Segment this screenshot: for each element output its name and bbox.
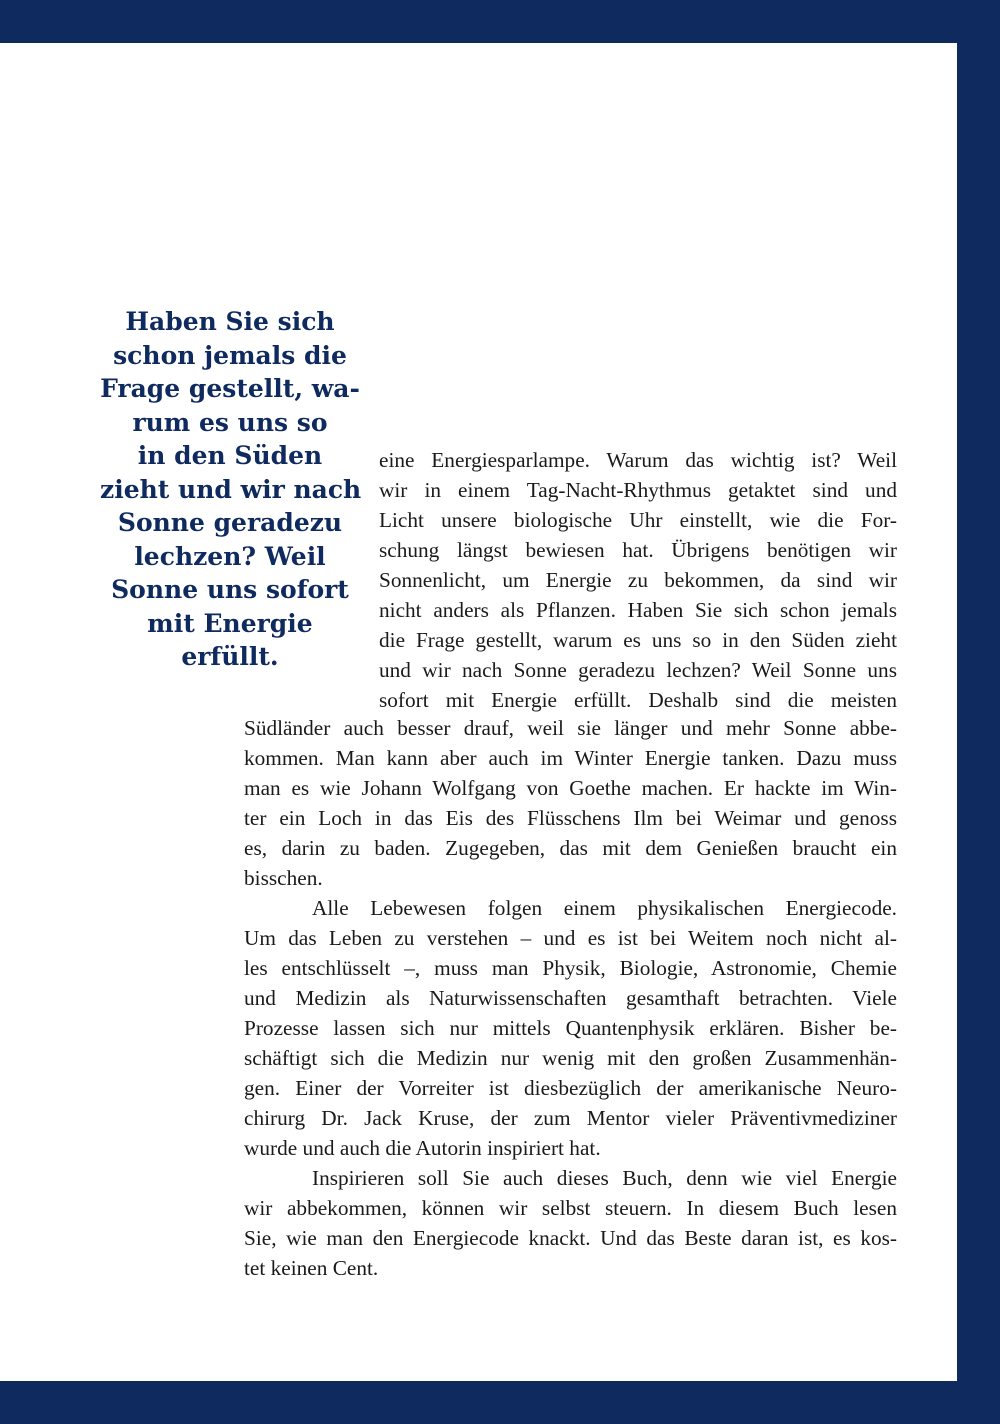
body-line: tet keinen Cent.	[244, 1256, 379, 1280]
body-text-upper-column	[379, 445, 897, 715]
body-line: Südländer auch besser drauf, weil sie länger und mehr Sonne abbe-	[244, 716, 897, 740]
body-line: Licht unsere biologische Uhr einstellt, wie die For-	[379, 508, 897, 532]
body-line: schäftigt sich die Medizin nur wenig mit den großen Zusammenhän-	[244, 1046, 897, 1070]
paragraph-sun-energy-continued	[244, 713, 897, 893]
pull-quote-line: schon jemals die	[113, 340, 347, 370]
page-frame-right	[957, 0, 1000, 1424]
paragraph-inspiration	[244, 1163, 897, 1283]
pull-quote-line: erfüllt.	[181, 642, 279, 671]
body-line: wurde und auch die Autorin inspiriert hat.	[244, 1136, 601, 1160]
body-line: eine Energiesparlampe. Warum das wichtig ist? Weil	[379, 448, 897, 472]
body-line: bisschen.	[244, 866, 323, 890]
body-line: es, darin zu baden. Zugegeben, das mit dem Genießen braucht ein	[244, 836, 897, 860]
paragraph-energy-code	[244, 893, 897, 1163]
pull-quote-line: in den Süden	[137, 441, 323, 470]
pull-quote-line: Sonne uns sofort	[111, 575, 349, 604]
body-line: und wir nach Sonne geradezu lechzen? Weil Sonne uns	[379, 658, 897, 682]
page-frame-top	[0, 0, 1000, 43]
body-line: Alle Lebewesen folgen einem physikalischen Energiecode.	[312, 896, 897, 920]
body-line: nicht anders als Pflanzen. Haben Sie sich schon jemals	[379, 598, 897, 622]
body-line: les entschlüsselt –, muss man Physik, Biologie, Astronomie, Chemie	[244, 956, 897, 980]
body-line: die Frage gestellt, warum es uns so in den Süden zieht	[379, 628, 897, 652]
pull-quote-line: rum es uns so	[132, 407, 328, 437]
page-frame-bottom	[0, 1381, 1000, 1424]
pull-quote-line: mit Energie	[147, 608, 313, 638]
body-line: schung längst bewiesen hat. Übrigens benötigen wir	[379, 538, 897, 562]
pull-quote-line: Haben Sie sich	[125, 307, 335, 336]
body-line: und Medizin als Naturwissenschaften gesamthaft betrachten. Viele	[244, 986, 897, 1010]
body-line: gen. Einer der Vorreiter ist diesbezüglich der amerikanische Neuro-	[244, 1076, 897, 1100]
pull-quote	[100, 305, 360, 674]
pull-quote-line: Sonne geradezu	[117, 508, 343, 537]
body-line: ter ein Loch in das Eis des Flüsschens Ilm bei Weimar und genoss	[244, 806, 897, 830]
body-text-lower-column	[244, 713, 897, 1283]
body-line: Prozesse lassen sich nur mittels Quantenphysik erklären. Bisher be-	[244, 1016, 897, 1040]
body-line: Um das Leben zu verstehen – und es ist bei Weitem noch nicht al-	[244, 926, 897, 950]
body-line: Sonnenlicht, um Energie zu bekommen, da sind wir	[379, 568, 897, 592]
pull-quote-line: Frage gestellt, wa-	[100, 374, 360, 403]
pull-quote-line: zieht und wir nach	[100, 474, 362, 504]
body-line: wir abbekommen, können wir selbst steuern. In diesem Buch lesen	[244, 1196, 897, 1220]
body-line: wir in einem Tag-Nacht-Rhythmus getaktet sind und	[379, 478, 897, 502]
body-line: Sie, wie man den Energiecode knackt. Und das Beste daran ist, es kos-	[244, 1226, 897, 1250]
pull-quote-line: lechzen? Weil	[134, 541, 326, 571]
body-line: chirurg Dr. Jack Kruse, der zum Mentor vieler Präventivmediziner	[244, 1106, 897, 1130]
body-line: kommen. Man kann aber auch im Winter Energie tanken. Dazu muss	[244, 746, 897, 770]
body-line: sofort mit Energie erfüllt. Deshalb sind die meisten	[379, 688, 897, 712]
body-line: man es wie Johann Wolfgang von Goethe machen. Er hackte im Win-	[244, 776, 897, 800]
body-line: Inspirieren soll Sie auch dieses Buch, denn wie viel Energie	[312, 1166, 897, 1190]
